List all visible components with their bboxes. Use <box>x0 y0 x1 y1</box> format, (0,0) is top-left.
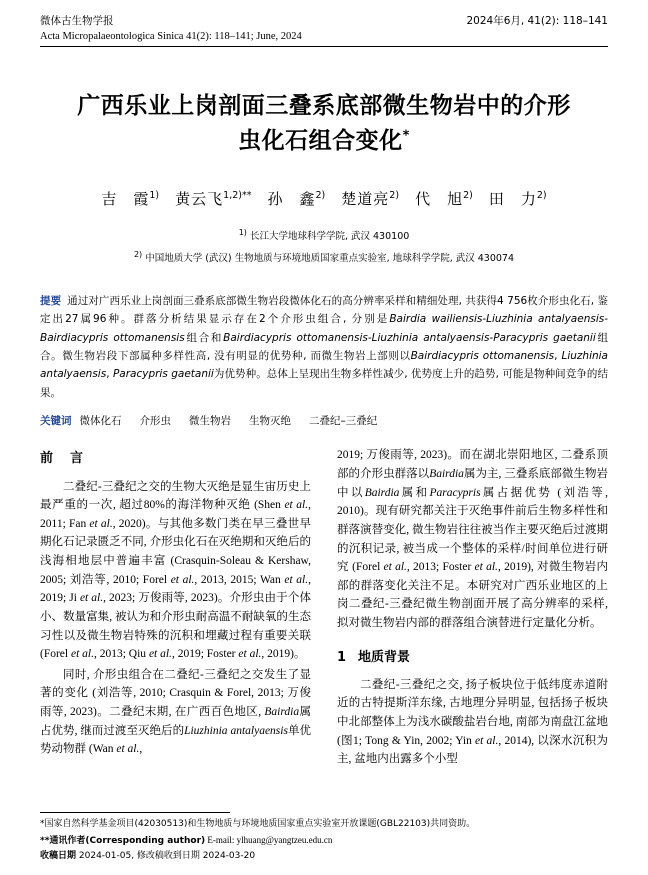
author-item <box>101 190 159 208</box>
affiliation-text: 长江大学地球科学学院, 武汉 430100 <box>249 231 410 243</box>
author-name: 孙 鑫 <box>267 190 316 209</box>
affiliation-marker: 1) <box>238 228 247 238</box>
journal-name-en: Acta Micropalaeontologica Sinica 41(2): 118–141; June, 2024 <box>40 31 302 43</box>
paragraph: 同时, 介形虫组合在二叠纪-三叠纪之交发生了显著的变化 (刘浩等, 2010; Crasquin & Forel, 2013; 万俊雨等, 2023)。二叠纪末期, 在广西百色地区, Bairdia属占优势, 继而过渡至灭绝后的Liuzhinia antalyaensis单优势动物群 (Wan et al., <box>40 668 312 756</box>
affiliation-item <box>40 225 608 246</box>
affiliation-text: 中国地质大学 (武汉) 生物地质与环境地质国家重点实验室, 地球科学学院, 武汉 430074 <box>145 252 515 264</box>
footnotes <box>40 812 608 865</box>
paragraph: 二叠纪-三叠纪之交, 扬子板块位于低纬度赤道附近的古特提斯洋东缘, 古地理分异明显, 包括扬子板块中北部整体上为浅水碳酸盐岩台地, 南部为南盘江盆地(图1; Tong & Yin, 2002; Yin et al., 2014), 以深水沉积为主, 盆地内出露多个小型 <box>337 678 608 766</box>
author-list <box>40 188 608 209</box>
keyword-item: 二叠纪–三叠纪 <box>309 415 378 428</box>
author-item <box>175 190 251 208</box>
issue-info-cn: 2024年6月, 41(2): 118–141 <box>466 15 608 27</box>
abstract <box>40 292 608 402</box>
author-item <box>489 190 547 208</box>
author-item <box>268 190 326 208</box>
author-name: 代 旭 <box>415 190 464 209</box>
paragraph: 二叠纪-三叠纪之交的生物大灭绝是显生宙历史上最严重的一次, 超过80%的海洋物种灭绝 (Shen et al., 2011; Fan et al., 2020)。与其他多数门类在早三叠世早期化石记录匮乏不同, 介形虫化石在灭绝期和灭绝后的浅海相地层中普遍丰富 (Crasquin-Soleau & Kershaw, 2005; 刘浩等, 2010; Forel et al., 2013, 2015; Wan et al., 2019; Ji et al., 2023; 万俊雨等, 2023)。介形虫由于个体小、数量富集, 被认为和介形虫耐高温不耐缺氧的生态习性以及微生物岩特殊的沉积和埋藏过程有重要关联 (Forel et al., 2013; Qiu et al., 2019; Foster et al., 2019)。 <box>40 480 311 661</box>
footnote-dates <box>40 849 608 865</box>
author-affil-marker: 2) <box>315 190 326 202</box>
footnote-divider <box>40 812 230 813</box>
keyword-item: 微体化石 <box>79 415 122 428</box>
corresponding-email: E-mail: ylhuang@yangtzeu.edu.cn <box>205 834 333 845</box>
author-item <box>415 190 473 208</box>
dates-label: 收稿日期 <box>40 851 77 862</box>
page-title <box>40 89 608 158</box>
author-name: 田 力 <box>488 190 537 209</box>
section-title: 地质背景 <box>358 649 411 665</box>
author-name: 黄云飞 <box>175 190 224 209</box>
author-name: 楚道亮 <box>341 190 390 209</box>
section-number: 1 <box>337 649 347 665</box>
header-divider <box>40 46 608 47</box>
keywords-label: 关键词 <box>40 415 72 428</box>
author-affil-marker: 2) <box>389 190 400 202</box>
column-left <box>40 446 311 768</box>
title-line-2: 虫化石组合变化 <box>238 127 403 154</box>
journal-name-cn: 微体古生物学报 <box>40 15 114 27</box>
affiliation-item <box>40 247 608 268</box>
abstract-text: 通过对广西乐业上岗剖面三叠系底部微生物岩段微体化石的高分辨率采样和精细处理, 共获得4 756枚介形虫化石, 鉴定出27属96种。群落分析结果显示存在2个介形虫组合, 分别是Bairdia wailiensis-Liuzhinia antalyaensis-Bairdiacypris ottomanensis组合和Bairdiacypris ottomanensis-Liuzhinia antalyaensis-Paracypris gaetanii组合。微生物岩段下部属种多样性高, 没有明显的优势种, 而微生物岩上部则以Bairdiacypris ottomanensis, Liuzhinia antalyaensis, Paracypris gaetanii为优势种。总体上呈现出生物多样性减少, 优势度上升的趋势, 可能是物种间竞争的结果。 <box>40 294 609 399</box>
keyword-item: 介形虫 <box>139 415 171 428</box>
footnote-funding: *国家自然科学基金项目(42030513)和生物地质与环境地质国家重点实验室开放课题(GBL22103)共同资助。 <box>40 818 476 829</box>
author-affil-marker: 2) <box>536 190 547 202</box>
section-heading-geology <box>337 647 608 668</box>
keywords <box>40 412 608 430</box>
affiliation-list <box>40 225 608 267</box>
keyword-item: 生物灭绝 <box>249 415 291 428</box>
title-footnote-marker: * <box>402 128 410 144</box>
title-line-1: 广西乐业上岗剖面三叠系底部微生物岩中的介形 <box>77 93 571 120</box>
article-body <box>40 446 608 768</box>
corresponding-label: **通讯作者(Corresponding author) <box>40 835 206 846</box>
running-head <box>40 14 608 47</box>
abstract-label: 提要 <box>40 294 62 307</box>
author-affil-marker: 1,2)** <box>223 190 252 202</box>
author-affil-marker: 2) <box>463 190 473 202</box>
column-right <box>337 446 608 768</box>
footnote-corresponding <box>40 833 608 850</box>
author-affil-marker: 1) <box>149 190 160 202</box>
paragraph: 2019; 万俊雨等, 2023)。而在湖北崇阳地区, 二叠系顶部的介形虫群落以Bairdia属为主, 三叠系底部微生物岩中以Bairdia属和Paracypris属占据优势 (刘浩等, 2010)。现有研究都关注于灭绝事件前后生物多样性和群落演替变化, 微生物岩往往被当作主要灭绝后过渡期的沉积记录, 被当成一个整体的采样/时间单位进行研究 (Forel et al., 2013; Foster et al., 2019), 对微生物岩内部的群落变化关注不足。本研究对广西乐业地区的上岗二叠纪-三叠纪微生物剖面开展了高分辨率的采样, 拟对微生物岩内部的群落组合演替进行定量化分析。 <box>337 449 608 630</box>
dates-text: 2024-01-05, 修改稿收到日期 2024-03-20 <box>78 851 256 862</box>
section-heading-preface: 前 言 <box>40 451 86 467</box>
keyword-item: 微生物岩 <box>189 415 231 428</box>
affiliation-marker: 2) <box>133 249 143 259</box>
author-name: 吉 霞 <box>101 190 150 209</box>
author-item <box>341 190 399 208</box>
